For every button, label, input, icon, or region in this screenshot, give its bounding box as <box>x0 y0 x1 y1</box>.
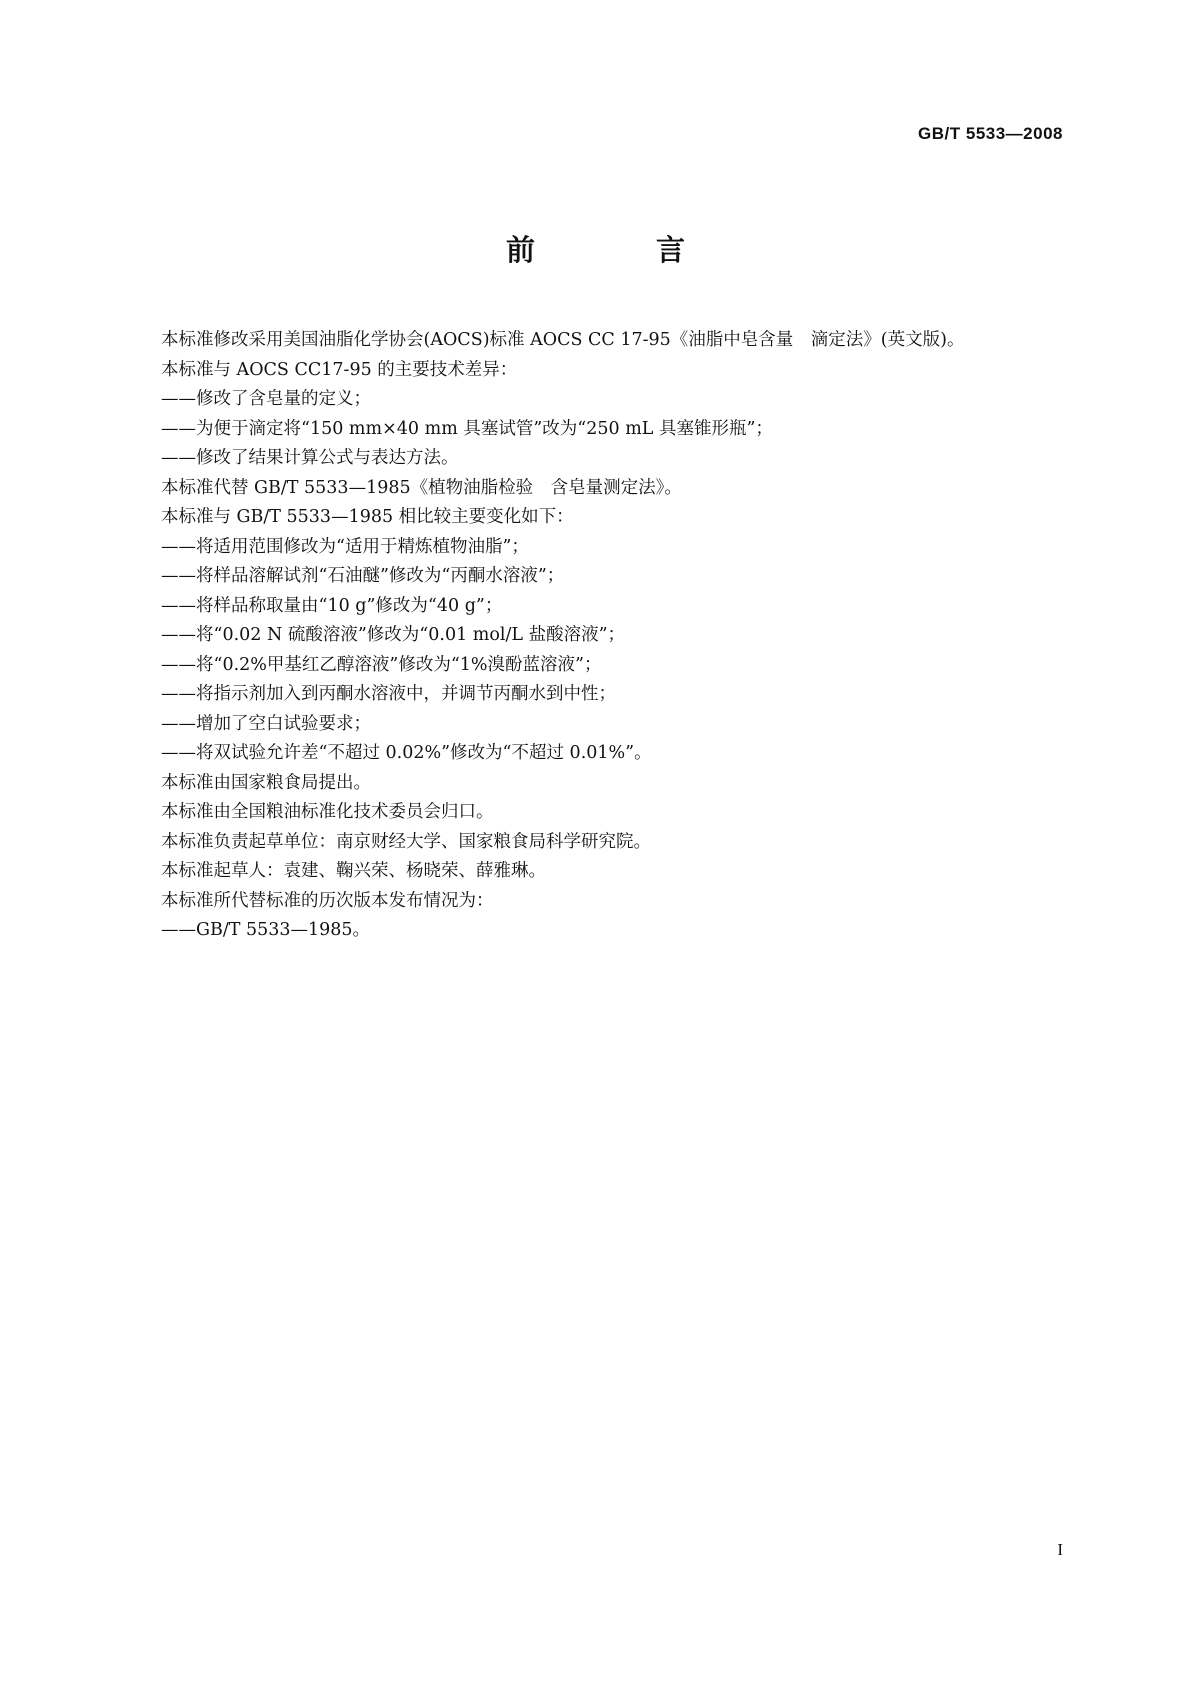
standard-code: GB/T 5533—2008 <box>918 124 1063 143</box>
paragraph: 本标准修改采用美国油脂化学协会(AOCS)标准 AOCS CC 17-95《油脂中皂含量 滴定法》(英文版)。 <box>161 330 965 350</box>
list-item: ——GB/T 5533—1985。 <box>161 920 371 940</box>
paragraph: 本标准与 AOCS CC17-95 的主要技术差异： <box>161 359 518 380</box>
list-item: ——修改了含皂量的定义； <box>161 389 371 409</box>
list-item: ——将指示剂加入到丙酮水溶液中，并调节丙酮水到中性； <box>161 684 616 704</box>
paragraph: 本标准代替 GB/T 5533—1985《植物油脂检验 含皂量测定法》。 <box>161 477 682 498</box>
paragraph: 本标准负责起草单位：南京财经大学、国家粮食局科学研究院。 <box>161 831 651 852</box>
list-item: ——将“0.2%甲基红乙醇溶液”修改为“1%溴酚蓝溶液”； <box>161 654 602 675</box>
list-item: ——将样品溶解试剂“石油醚”修改为“丙酮水溶液”； <box>161 566 565 586</box>
list-item: ——将“0.02 N 硫酸溶液”修改为“0.01 mol/L 盐酸溶液”； <box>161 625 626 645</box>
list-item: ——将样品称取量由“10 g”修改为“40 g”； <box>161 595 503 616</box>
list-item: ——将适用范围修改为“适用于精炼植物油脂”； <box>161 536 529 557</box>
paragraph: 本标准与 GB/T 5533—1985 相比较主要变化如下： <box>161 507 574 527</box>
list-item: ——修改了结果计算公式与表达方法。 <box>161 448 459 468</box>
list-item: ——为便于滴定将“150 mm×40 mm 具塞试管”改为“250 mL 具塞锥形瓶”； <box>161 418 773 439</box>
paragraph: 本标准起草人：袁建、鞠兴荣、杨晓荣、薛雅琳。 <box>161 861 546 881</box>
paragraph: 本标准由全国粮油标准化技术委员会归口。 <box>161 802 494 822</box>
paragraph: 本标准所代替标准的历次版本发布情况为： <box>161 890 494 911</box>
page-title: 前 言 <box>505 233 731 267</box>
list-item: ——将双试验允许差“不超过 0.02%”修改为“不超过 0.01%”。 <box>161 743 652 763</box>
paragraph: 本标准由国家粮食局提出。 <box>161 772 371 793</box>
foreword-body <box>126 326 1066 946</box>
page-number: I <box>1057 1540 1063 1559</box>
list-item: ——增加了空白试验要求； <box>161 713 371 734</box>
